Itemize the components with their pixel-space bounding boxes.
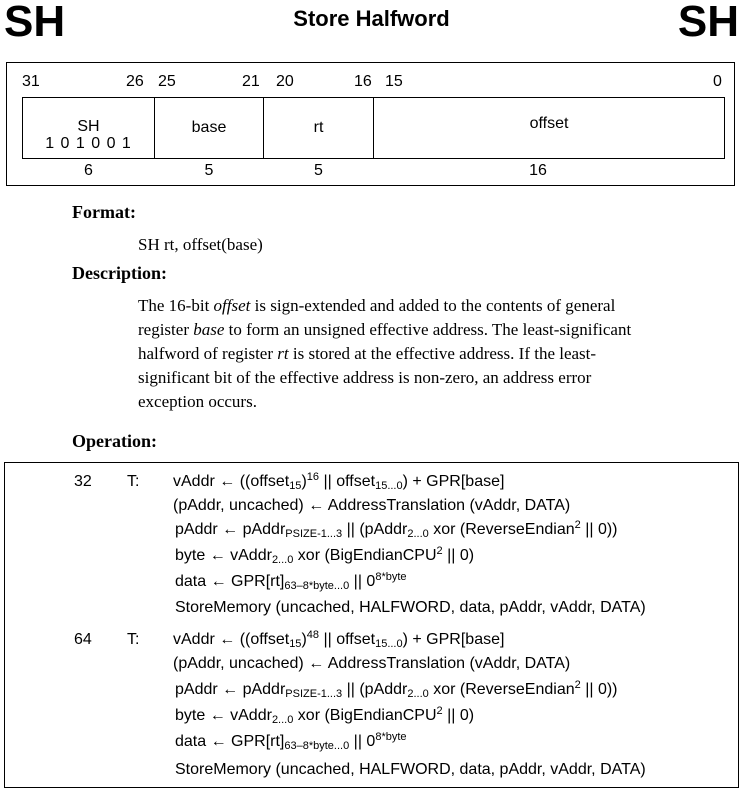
description-line-3: halfword of register rt is stored at the effective address. If the least- [138,344,597,363]
op64-line-5: data ← $GPR[rt]_{63-8*byte...0}$ || $0^{8*byte}$ [175,731,407,752]
bit-label-0: 0 [713,73,722,90]
description-line-1: The 16-bit offset is sign-extended and added to the contents of general [138,296,616,315]
op64-line-2: (pAddr, uncached) ← AddressTranslation (vAddr, DATA) [173,655,571,672]
base-width: 5 [204,162,214,179]
bit-label-20: 20 [276,73,294,90]
operation-heading: Operation: [72,431,157,451]
op64-line-3: pAddr ← pAddr$_{PSIZE-1...3}$ || (pAddr$_{2...0}$ xor (ReverseEndian$^2$ || 0)) [175,679,618,700]
offset-width: 16 [529,162,547,179]
arch-64-label: 64 [74,631,92,648]
rt-field: rt [263,97,374,159]
bit-label-31: 31 [22,73,40,90]
base-field: base [154,97,264,159]
op32-line-2: (pAddr, uncached) ← AddressTranslation (vAddr, DATA) [173,497,571,514]
format-syntax: SH rt, offset(base) [138,235,263,254]
arch-32-label: 32 [74,473,92,490]
format-heading: Format: [72,202,136,222]
mnemonic-left: SH [4,0,66,46]
description-line-4: significant bit of the effective address is non-zero, an address error [138,368,592,387]
description-line-5: exception occurs. [138,392,257,411]
page-title: Store Halfword [293,6,450,31]
bit-label-15: 15 [385,73,403,90]
bit-label-16: 16 [354,73,372,90]
description-line-2: register base to form an unsigned effective address. The least-significant [138,320,632,339]
offset-field: offset [373,97,725,159]
opcode-name: SH [77,118,100,135]
op32-line-6: StoreMemory (uncached, HALFWORD, data, pAddr, vAddr, DATA) [175,599,646,616]
op32-line-1: vAddr ← ((offset$_{15}$)$^{16}$ || offset$_{15...0}$) + GPR[base] [173,471,505,492]
opcode-field [22,97,155,159]
mnemonic-right: SH [677,0,739,46]
op64-line-4: byte ← vAddr$_{2...0}$ xor (BigEndianCPU$^2$ || 0) [175,705,475,726]
bit-label-26: 26 [126,73,144,90]
time-label-32: T: [127,473,140,490]
op64-line-1: vAddr ← ((offset$_{15}$)$^{48}$ || offset$_{15...0}$) + GPR[base] [173,629,505,650]
op32-line-3: pAddr ← pAddr$_{PSIZE-1...3}$ || (pAddr$_{2...0}$ xor (ReverseEndian$^2$ || 0)) [175,519,618,540]
op32-line-5: data ← $GPR[rt]_{63-8*byte...0}$ || $0^{8*byte}$ [175,571,407,592]
bit-label-21: 21 [242,73,260,90]
rt-width: 5 [314,162,323,179]
opcode-bits: 1 0 1 0 0 1 [45,135,132,152]
op64-line-6: StoreMemory (uncached, HALFWORD, data, pAddr, vAddr, DATA) [175,761,646,778]
opcode-width: 6 [84,162,93,179]
description-heading: Description: [72,263,167,283]
op32-line-4: byte ← vAddr$_{2...0}$ xor (BigEndianCPU$^2$ || 0) [175,545,475,566]
bit-label-25: 25 [158,73,176,90]
time-label-64: T: [127,631,140,648]
